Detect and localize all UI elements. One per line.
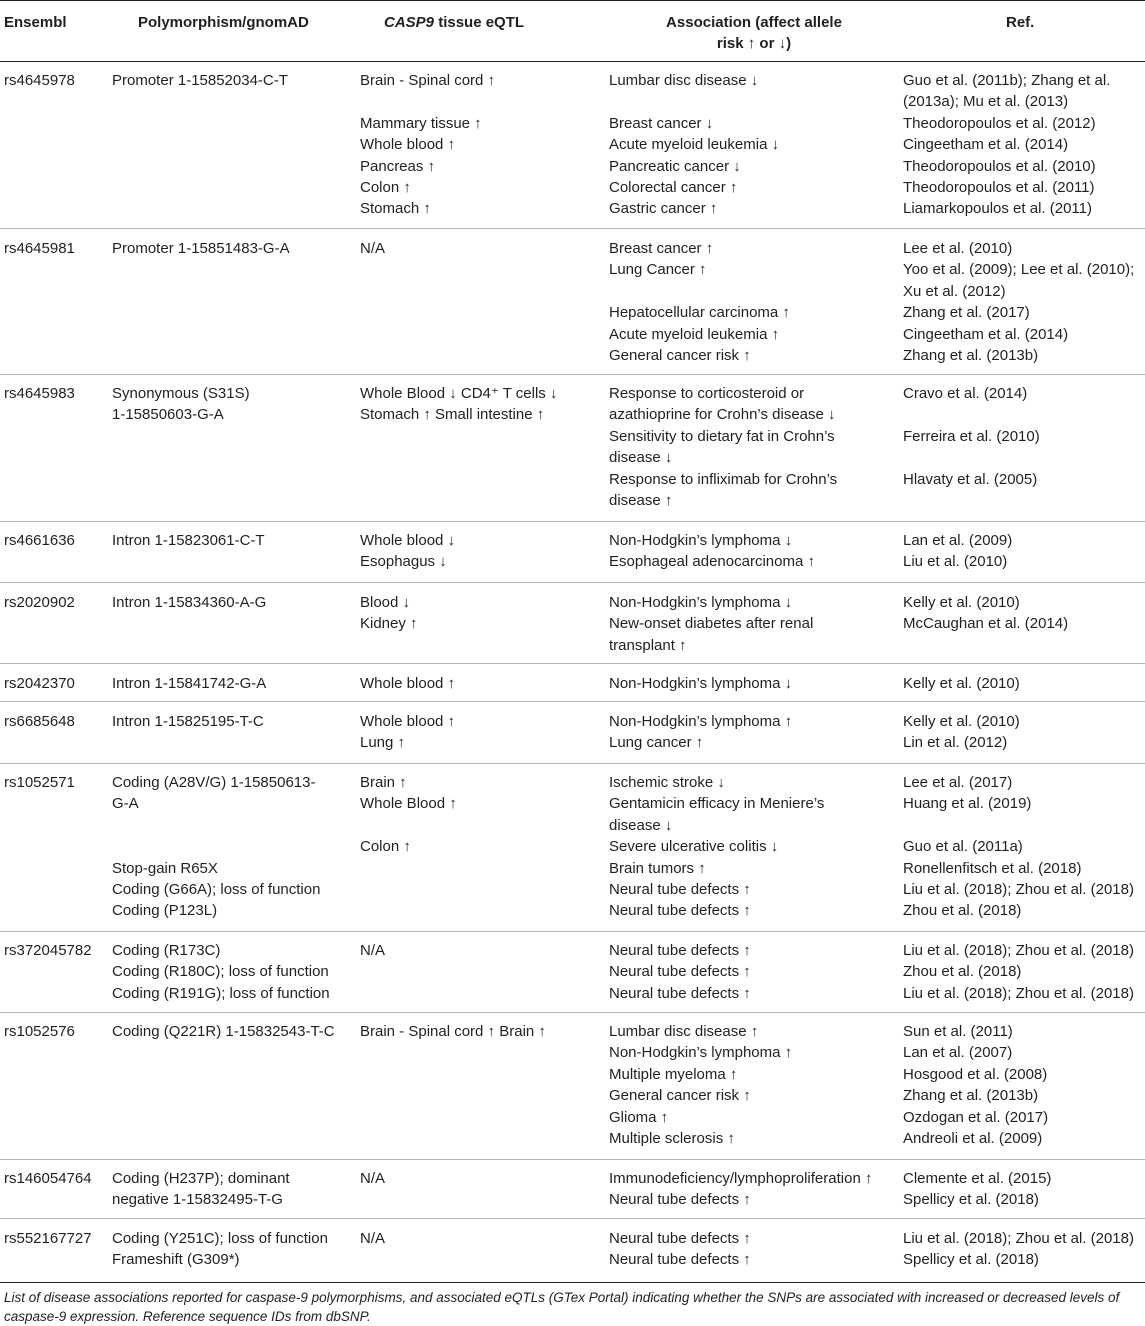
cell-line: Intron 1-15825195-T-C [112, 713, 264, 730]
row-divider [0, 1012, 1145, 1013]
cell-line: Multiple sclerosis ↑ [609, 1130, 735, 1148]
cell-line: Whole blood ↑ [360, 713, 456, 730]
table-bottom-rule [0, 1282, 1145, 1283]
cell-line: Breast cancer ↑ [609, 240, 714, 257]
cell-assoc [609, 772, 824, 922]
cell-line: Coding (Y251C); loss of function [112, 1230, 328, 1247]
cell-line: Neural tube defects ↑ [609, 902, 751, 920]
cell-assoc [609, 1021, 792, 1149]
cell-line [360, 815, 457, 836]
cell-line: Zhou et al. (2018) [903, 902, 1022, 920]
cell-eqtl [360, 1168, 385, 1189]
cell-line: Colorectal cancer ↑ [609, 179, 738, 197]
cell-line: Gastric cancer ↑ [609, 200, 718, 218]
cell-line: Sensitivity to dietary fat in Crohn’s [609, 427, 835, 445]
cell-line: rs4645983 [4, 385, 75, 402]
cell-line: Neural tube defects ↑ [609, 984, 751, 1002]
cell-ensembl [4, 530, 75, 551]
cell-line: transplant ↑ [609, 636, 687, 654]
header-bottom-rule [0, 61, 1145, 62]
cell-line: Ferreira et al. (2010) [903, 427, 1040, 445]
cell-ref [903, 673, 1020, 694]
cell-eqtl [360, 940, 385, 961]
cell-ensembl [4, 1228, 92, 1249]
cell-ensembl [4, 383, 75, 404]
cell-line: Coding (Q221R) 1-15832543-T-C [112, 1023, 335, 1040]
cell-line: Theodoropoulos et al. (2012) [903, 114, 1096, 132]
row-divider [0, 931, 1145, 932]
cell-line: Xu et al. (2012) [903, 282, 1006, 300]
cell-eqtl [360, 1228, 385, 1249]
cell-line: Promoter 1-15851483-G-A [112, 240, 290, 257]
cell-line: Whole blood ↑ [360, 136, 456, 154]
cell-line: Esophagus ↓ [360, 553, 447, 571]
cell-eqtl [360, 530, 455, 573]
row-divider [0, 763, 1145, 764]
cell-line [609, 281, 790, 302]
cell-line: Colon ↑ [360, 179, 411, 197]
header-association-line2: risk ↑ or ↓) [716, 35, 792, 52]
cell-poly [112, 711, 264, 732]
cell-ensembl [4, 772, 75, 793]
cell-ensembl [4, 940, 92, 961]
cell-ref [903, 1021, 1048, 1149]
cell-line: rs146054764 [4, 1170, 92, 1187]
cell-assoc [609, 383, 837, 511]
cell-ref [903, 70, 1110, 220]
cell-assoc [609, 592, 813, 656]
cell-line: Kelly et al. (2010) [903, 594, 1020, 611]
cell-poly [112, 70, 288, 91]
cell-line: Lung ↑ [360, 734, 406, 752]
row-divider [0, 374, 1145, 375]
cell-line: Non-Hodgkin’s lymphoma ↑ [609, 713, 793, 730]
cell-line: Coding (G66A); loss of function [112, 881, 321, 899]
cell-line: Hepatocellular carcinoma ↑ [609, 304, 790, 322]
cell-line: rs1052576 [4, 1023, 75, 1040]
cell-line [609, 91, 779, 112]
cell-line: N/A [360, 1230, 386, 1247]
cell-poly [112, 940, 330, 1004]
cell-poly [112, 1168, 290, 1211]
cell-line: Zhang et al. (2013b) [903, 1087, 1039, 1105]
cell-eqtl [360, 1021, 546, 1042]
cell-line: Sun et al. (2011) [903, 1023, 1013, 1040]
cell-line: Theodoropoulos et al. (2011) [903, 179, 1095, 197]
cell-line: Intron 1-15834360-A-G [112, 594, 267, 611]
cell-line: General cancer risk ↑ [609, 1087, 751, 1105]
row-divider [0, 1218, 1145, 1219]
cell-line: Coding (A28V/G) 1-15850613- [112, 774, 316, 791]
cell-assoc [609, 238, 790, 366]
cell-poly [112, 530, 265, 551]
cell-line: Cravo et al. (2014) [903, 385, 1028, 402]
cell-assoc [609, 70, 779, 220]
cell-line: General cancer risk ↑ [609, 347, 751, 365]
cell-line: Cingeetham et al. (2014) [903, 325, 1069, 343]
cell-line: Colon ↑ [360, 838, 411, 856]
cell-line: Synonymous (S31S) [112, 385, 250, 402]
cell-line: Neural tube defects ↑ [609, 881, 751, 899]
cell-assoc [609, 940, 751, 1004]
cell-line: Andreoli et al. (2009) [903, 1130, 1043, 1148]
cell-line: Neural tube defects ↑ [609, 1251, 751, 1269]
cell-line: Hosgood et al. (2008) [903, 1065, 1048, 1083]
cell-ref [903, 711, 1020, 754]
cell-line: Kelly et al. (2010) [903, 713, 1020, 730]
cell-line: rs4645981 [4, 240, 75, 257]
cell-poly [112, 383, 250, 426]
cell-line: Glioma ↑ [609, 1108, 669, 1126]
cell-line: Breast cancer ↓ [609, 114, 714, 132]
cell-line: Blood ↓ [360, 594, 411, 611]
cell-assoc [609, 530, 815, 573]
cell-line: disease ↓ [609, 816, 673, 834]
cell-line: Lee et al. (2017) [903, 774, 1013, 791]
cell-line: rs1052571 [4, 774, 75, 791]
row-divider [0, 521, 1145, 522]
cell-line: disease ↓ [609, 449, 673, 467]
cell-line: Acute myeloid leukemia ↑ [609, 325, 780, 343]
cell-eqtl [360, 772, 457, 858]
cell-line: Coding (H237P); dominant [112, 1170, 290, 1187]
header-polymorphism: Polymorphism/gnomAD [138, 14, 309, 31]
cell-line: Zhang et al. (2017) [903, 304, 1030, 322]
cell-line: rs2042370 [4, 675, 75, 692]
cell-line: negative 1-15832495-T-G [112, 1191, 283, 1209]
cell-line: Kelly et al. (2010) [903, 675, 1020, 692]
cell-line: Lin et al. (2012) [903, 734, 1008, 752]
cell-line [903, 815, 1134, 836]
cell-line: Non-Hodgkin’s lymphoma ↓ [609, 532, 793, 549]
row-divider [0, 663, 1145, 664]
cell-line: Whole Blood ↓ CD4⁺ T cells ↓ [360, 385, 558, 402]
cell-line: Brain - Spinal cord ↑ [360, 72, 496, 89]
cell-line: azathioprine for Crohn’s disease ↓ [609, 406, 836, 424]
cell-line: Liu et al. (2010) [903, 553, 1008, 571]
cell-line: Intron 1-15841742-G-A [112, 675, 267, 692]
cell-line: Yoo et al. (2009); Lee et al. (2010); [903, 261, 1135, 279]
cell-ensembl [4, 673, 75, 694]
cell-line: Gentamicin efficacy in Meniere’s [609, 795, 825, 813]
cell-line: Hlavaty et al. (2005) [903, 470, 1038, 488]
cell-line: Brain ↑ [360, 774, 407, 791]
cell-ensembl [4, 592, 75, 613]
cell-line: Zhou et al. (2018) [903, 963, 1022, 981]
cell-line: Kidney ↑ [360, 615, 418, 633]
cell-line: N/A [360, 942, 386, 959]
cell-line [903, 447, 1040, 468]
header-eqtl-rest: tissue eQTL [434, 14, 525, 31]
cell-poly [112, 238, 290, 259]
cell-assoc [609, 711, 792, 754]
cell-line: Esophageal adenocarcinoma ↑ [609, 553, 815, 571]
cell-line: Liu et al. (2018); Zhou et al. (2018) [903, 942, 1134, 959]
cell-line: Immunodeficiency/lymphoproliferation ↑ [609, 1170, 873, 1187]
cell-line: Brain - Spinal cord ↑ Brain ↑ [360, 1023, 546, 1040]
cell-line: G-A [112, 795, 139, 813]
row-divider [0, 1159, 1145, 1160]
cell-ensembl [4, 1168, 92, 1189]
cell-eqtl [360, 383, 557, 426]
cell-line: rs552167727 [4, 1230, 92, 1247]
header-ref: Ref. [1006, 14, 1035, 31]
cell-line [360, 91, 495, 112]
cell-line: rs2020902 [4, 594, 75, 611]
cell-line: Spellicy et al. (2018) [903, 1251, 1039, 1269]
cell-assoc [609, 1228, 751, 1271]
cell-line: Lung cancer ↑ [609, 734, 704, 752]
cell-line: rs4661636 [4, 532, 75, 549]
cell-line: Neural tube defects ↑ [609, 1191, 751, 1209]
cell-line: Response to corticosteroid or [609, 385, 805, 402]
cell-eqtl [360, 673, 455, 694]
cell-line: Neural tube defects ↑ [609, 1230, 751, 1247]
header-association [654, 12, 854, 54]
cell-line [903, 404, 1040, 425]
cell-line: Lumbar disc disease ↑ [609, 1023, 759, 1040]
cell-line: Whole blood ↓ [360, 532, 456, 549]
cell-line: Stomach ↑ [360, 200, 431, 218]
cell-ensembl [4, 711, 75, 732]
cell-line: Coding (P123L) [112, 902, 218, 920]
cell-ref [903, 592, 1068, 635]
cell-eqtl [360, 592, 418, 635]
cell-line: Lumbar disc disease ↓ [609, 72, 759, 89]
cell-line: N/A [360, 1170, 386, 1187]
cell-line: Brain tumors ↑ [609, 859, 706, 877]
cell-line: Cingeetham et al. (2014) [903, 136, 1069, 154]
table-caption: List of disease associations reported for caspase-9 polymorphisms, and associated eQTLs (GTex Portal) indicating whether the SNPs are associated with increased or decreased levels of caspase-9 expression. Reference sequence IDs from dbSNP. [4, 1290, 1120, 1324]
cell-line: Ozdogan et al. (2017) [903, 1108, 1049, 1126]
cell-assoc [609, 673, 792, 694]
cell-line: Stop-gain R65X [112, 859, 218, 877]
header-ensembl: Ensembl [4, 14, 67, 31]
cell-line: Lan et al. (2007) [903, 1044, 1013, 1062]
cell-line: Mammary tissue ↑ [360, 114, 482, 132]
cell-line: rs4645978 [4, 72, 75, 89]
cell-poly [112, 592, 266, 613]
cell-poly [112, 772, 320, 922]
cell-line: Response to infliximab for Crohn’s [609, 470, 838, 488]
cell-line: Clemente et al. (2015) [903, 1170, 1052, 1187]
cell-line: Whole blood ↑ [360, 675, 456, 692]
cell-line [112, 836, 320, 857]
cell-ensembl [4, 70, 75, 91]
cell-ref [903, 383, 1040, 490]
cell-line: Guo et al. (2011a) [903, 838, 1023, 856]
cell-line [112, 815, 320, 836]
cell-line: Non-Hodgkin’s lymphoma ↓ [609, 675, 793, 692]
cell-line: Lan et al. (2009) [903, 532, 1013, 549]
cell-line: Huang et al. (2019) [903, 795, 1032, 813]
cell-line: Ronellenfitsch et al. (2018) [903, 859, 1082, 877]
cell-poly [112, 1021, 335, 1042]
header-eqtl [384, 12, 524, 33]
row-divider [0, 582, 1145, 583]
cell-line: Non-Hodgkin’s lymphoma ↑ [609, 1044, 793, 1062]
cell-line: Spellicy et al. (2018) [903, 1191, 1039, 1209]
cell-line: Coding (R191G); loss of function [112, 984, 330, 1002]
cell-ensembl [4, 1021, 75, 1042]
cell-line: Non-Hodgkin’s lymphoma ↓ [609, 594, 793, 611]
cell-ref [903, 1168, 1051, 1211]
cell-ref [903, 940, 1134, 1004]
cell-line: Frameshift (G309*) [112, 1251, 240, 1269]
cell-line: Neural tube defects ↑ [609, 963, 751, 981]
cell-line: Lung Cancer ↑ [609, 261, 707, 279]
cell-eqtl [360, 711, 455, 754]
cell-line: rs6685648 [4, 713, 75, 730]
cell-line: Liu et al. (2018); Zhou et al. (2018) [903, 1230, 1134, 1247]
cell-line: Pancreas ↑ [360, 157, 436, 175]
cell-ref [903, 1228, 1134, 1271]
cell-line: Neural tube defects ↑ [609, 942, 751, 959]
header-association-line1: Association (affect allele [666, 14, 842, 31]
cell-assoc [609, 1168, 872, 1211]
cell-line: Promoter 1-15852034-C-T [112, 72, 288, 89]
cell-eqtl [360, 238, 385, 259]
header-eqtl-gene: CASP9 [384, 14, 435, 31]
cell-line: Theodoropoulos et al. (2010) [903, 157, 1096, 175]
cell-line: (2013a); Mu et al. (2013) [903, 93, 1069, 111]
cell-line: Stomach ↑ Small intestine ↑ [360, 406, 545, 424]
cell-ref [903, 772, 1134, 922]
cell-line: Acute myeloid leukemia ↓ [609, 136, 780, 154]
cell-line: Liamarkopoulos et al. (2011) [903, 200, 1092, 218]
cell-line: New-onset diabetes after renal [609, 615, 814, 633]
cell-line: Coding (R173C) [112, 942, 221, 959]
row-divider [0, 228, 1145, 229]
cell-line: Liu et al. (2018); Zhou et al. (2018) [903, 984, 1134, 1002]
cell-line: N/A [360, 240, 386, 257]
cell-line: disease ↑ [609, 492, 673, 510]
cell-ref [903, 530, 1012, 573]
cell-line: 1-15850603-G-A [112, 406, 224, 424]
cell-line: Liu et al. (2018); Zhou et al. (2018) [903, 881, 1134, 899]
cell-line: Zhang et al. (2013b) [903, 347, 1039, 365]
cell-line: Pancreatic cancer ↓ [609, 157, 741, 175]
cell-line: Severe ulcerative colitis ↓ [609, 838, 779, 856]
cell-ref [903, 238, 1134, 366]
cell-line: rs372045782 [4, 942, 92, 959]
cell-poly [112, 1228, 328, 1271]
cell-line: Guo et al. (2011b); Zhang et al. [903, 72, 1111, 89]
cell-line: Lee et al. (2010) [903, 240, 1013, 257]
cell-line: McCaughan et al. (2014) [903, 615, 1069, 633]
row-divider [0, 701, 1145, 702]
table-top-rule [0, 0, 1145, 1]
cell-line: Multiple myeloma ↑ [609, 1065, 738, 1083]
cell-poly [112, 673, 266, 694]
cell-line: Ischemic stroke ↓ [609, 774, 725, 791]
cell-ensembl [4, 238, 75, 259]
cell-line: Coding (R180C); loss of function [112, 963, 329, 981]
cell-line: Whole Blood ↑ [360, 795, 457, 813]
cell-eqtl [360, 70, 495, 220]
cell-line: Intron 1-15823061-C-T [112, 532, 265, 549]
